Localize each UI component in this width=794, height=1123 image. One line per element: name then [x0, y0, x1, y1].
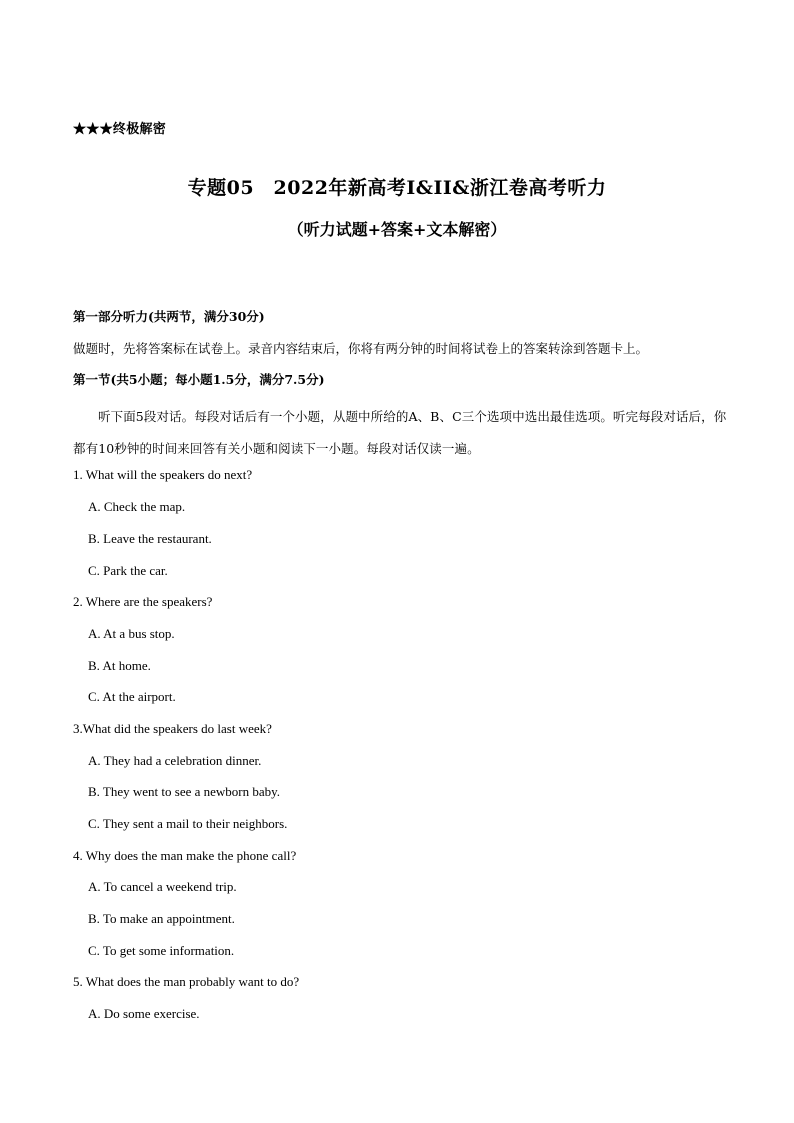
- document-title: 专题05 2022年新高考I&II&浙江卷高考听力: [187, 177, 607, 199]
- document-tag: ★★★终极解密: [73, 122, 167, 137]
- answer-option: C. At the airport.: [88, 689, 176, 705]
- question-stem: 1. What will the speakers do next?: [73, 467, 253, 483]
- question-item: [73, 591, 733, 718]
- answer-option: A. Check the map.: [88, 499, 186, 515]
- question-list: [73, 464, 733, 1034]
- answer-option: C. Park the car.: [88, 562, 168, 578]
- question-item: [73, 971, 733, 1034]
- question-stem: 4. Why does the man make the phone call?: [73, 847, 297, 863]
- question-stem: 3.What did the speakers do last week?: [73, 720, 272, 736]
- question-item: [73, 718, 733, 845]
- answer-option: B. At home.: [88, 657, 151, 673]
- question-stem: 2. Where are the speakers?: [73, 594, 213, 610]
- question-item: [73, 845, 733, 972]
- answer-option: A. To cancel a weekend trip.: [88, 879, 237, 895]
- answer-option: A. At a bus stop.: [88, 625, 175, 641]
- section-one-instruction: 听下面5段对话。每段对话后有一个小题，从题中所给的A、B、C三个选项中选出最佳选项。听完每段对话后，你都有10秒钟的时间来回答有关小题和阅读下一小题。每段对话仅读一遍。: [73, 409, 727, 456]
- answer-option: A. Do some exercise.: [88, 1006, 200, 1022]
- part-one-heading: 第一部分听力(共两节，满分30分): [73, 309, 265, 324]
- part-one-instruction: 做题时，先将答案标在试卷上。录音内容结束后，你将有两分钟的时间将试卷上的答案转涂到答题卡上。: [73, 340, 649, 356]
- answer-option: B. To make an appointment.: [88, 911, 235, 927]
- answer-option: C. They sent a mail to their neighbors.: [88, 816, 288, 832]
- section-one-heading: 第一节(共5小题；每小题1.5分，满分7.5分): [73, 372, 325, 388]
- answer-option: B. Leave the restaurant.: [88, 530, 212, 546]
- answer-option: A. They had a celebration dinner.: [88, 752, 262, 768]
- content-body: [73, 306, 733, 1035]
- answer-option: B. They went to see a newborn baby.: [88, 784, 281, 800]
- question-stem: 5. What does the man probably want to do?: [73, 974, 300, 990]
- answer-option: C. To get some information.: [88, 942, 235, 958]
- document-subtitle: （听力试题+答案+文本解密）: [287, 220, 507, 239]
- question-item: [73, 464, 733, 591]
